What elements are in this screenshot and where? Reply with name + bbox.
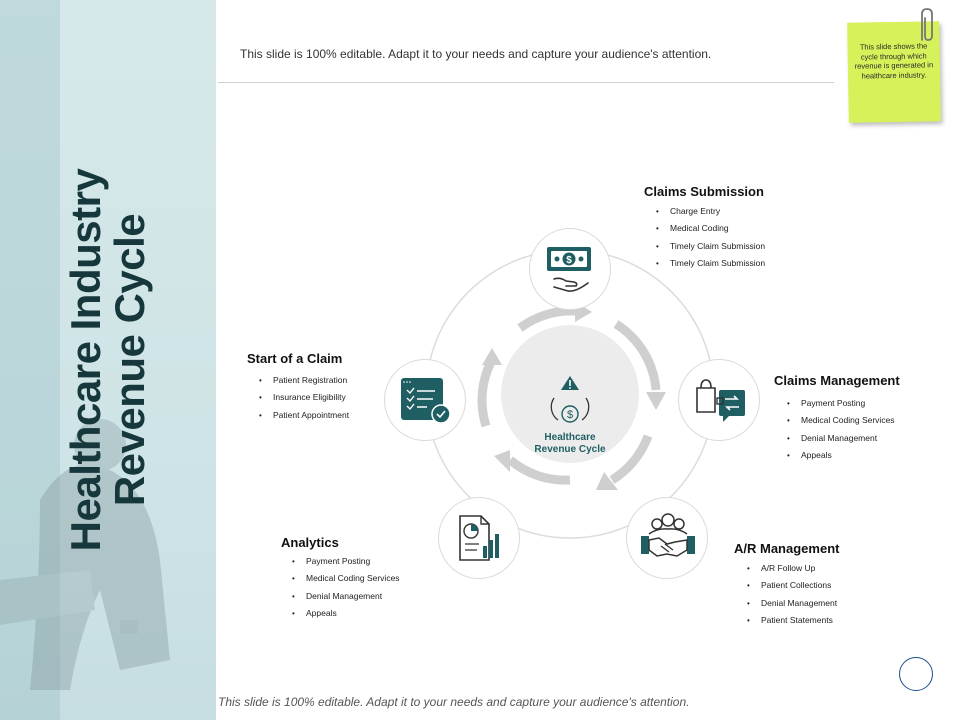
nav-circle-button[interactable] — [899, 657, 933, 691]
list-item: • Patient Appointment — [257, 407, 349, 424]
list-item: • Appeals — [290, 605, 400, 622]
analytics-list — [290, 553, 400, 622]
list-item: • Medical Coding Services — [290, 570, 400, 587]
claims-submission-list — [654, 203, 765, 272]
page-title — [64, 169, 152, 552]
list-item: • Denial Management — [290, 588, 400, 605]
center-label-line-2: Revenue Cycle — [534, 444, 606, 455]
analytics-title: Analytics — [281, 535, 339, 550]
paperclip-icon — [916, 6, 938, 46]
handshake-group-icon — [627, 498, 709, 580]
list-item: • Denial Management — [745, 595, 837, 612]
node-claims-submission[interactable] — [529, 228, 611, 310]
list-item: • Medical Coding Services — [785, 412, 895, 429]
checklist-icon — [385, 360, 467, 442]
claims-management-title: Claims Management — [774, 373, 900, 388]
node-claims-management[interactable] — [678, 359, 760, 441]
top-caption: This slide is 100% editable. Adapt it to your needs and capture your audience's attention. — [240, 47, 712, 61]
report-chart-icon — [439, 498, 521, 580]
title-line-1: Healthcare Industry — [62, 168, 109, 552]
node-analytics[interactable] — [438, 497, 520, 579]
start-of-claim-list — [257, 372, 349, 424]
title-line-2: Revenue Cycle — [106, 213, 153, 507]
bottom-caption: This slide is 100% editable. Adapt it to your needs and capture your audience's attention. — [218, 695, 690, 709]
node-start-of-claim[interactable] — [384, 359, 466, 441]
list-item: • Denial Management — [785, 430, 895, 447]
list-item: • Payment Posting — [290, 553, 400, 570]
list-item: • Charge Entry — [654, 203, 765, 220]
ar-management-list — [745, 560, 837, 629]
list-item: • Patient Registration — [257, 372, 349, 389]
list-item: • A/R Follow Up — [745, 560, 837, 577]
sticky-note-text: This slide shows the cycle through which revenue is generated in healthcare industry. — [854, 41, 934, 81]
node-ar-management[interactable] — [626, 497, 708, 579]
shopping-bag-exchange-icon — [679, 360, 761, 442]
center-label — [510, 432, 630, 456]
list-item: • Medical Coding — [654, 220, 765, 237]
list-item: • Insurance Eligibility — [257, 389, 349, 406]
claims-management-list — [785, 395, 895, 464]
claims-submission-title: Claims Submission — [644, 184, 764, 199]
center-label-line-1: Healthcare — [544, 432, 596, 443]
list-item: • Timely Claim Submission — [654, 238, 765, 255]
top-divider — [218, 82, 834, 83]
list-item: • Timely Claim Submission — [654, 255, 765, 272]
ar-management-title: A/R Management — [734, 541, 840, 556]
svg-text:$: $ — [566, 409, 574, 421]
list-item: • Appeals — [785, 447, 895, 464]
title-sidebar — [0, 0, 216, 720]
list-item: • Patient Statements — [745, 612, 837, 629]
list-item: • Patient Collections — [745, 577, 837, 594]
svg-text:$: $ — [566, 255, 572, 266]
list-item: • Payment Posting — [785, 395, 895, 412]
money-hand-icon — [530, 229, 612, 311]
start-of-claim-title: Start of a Claim — [247, 351, 343, 366]
